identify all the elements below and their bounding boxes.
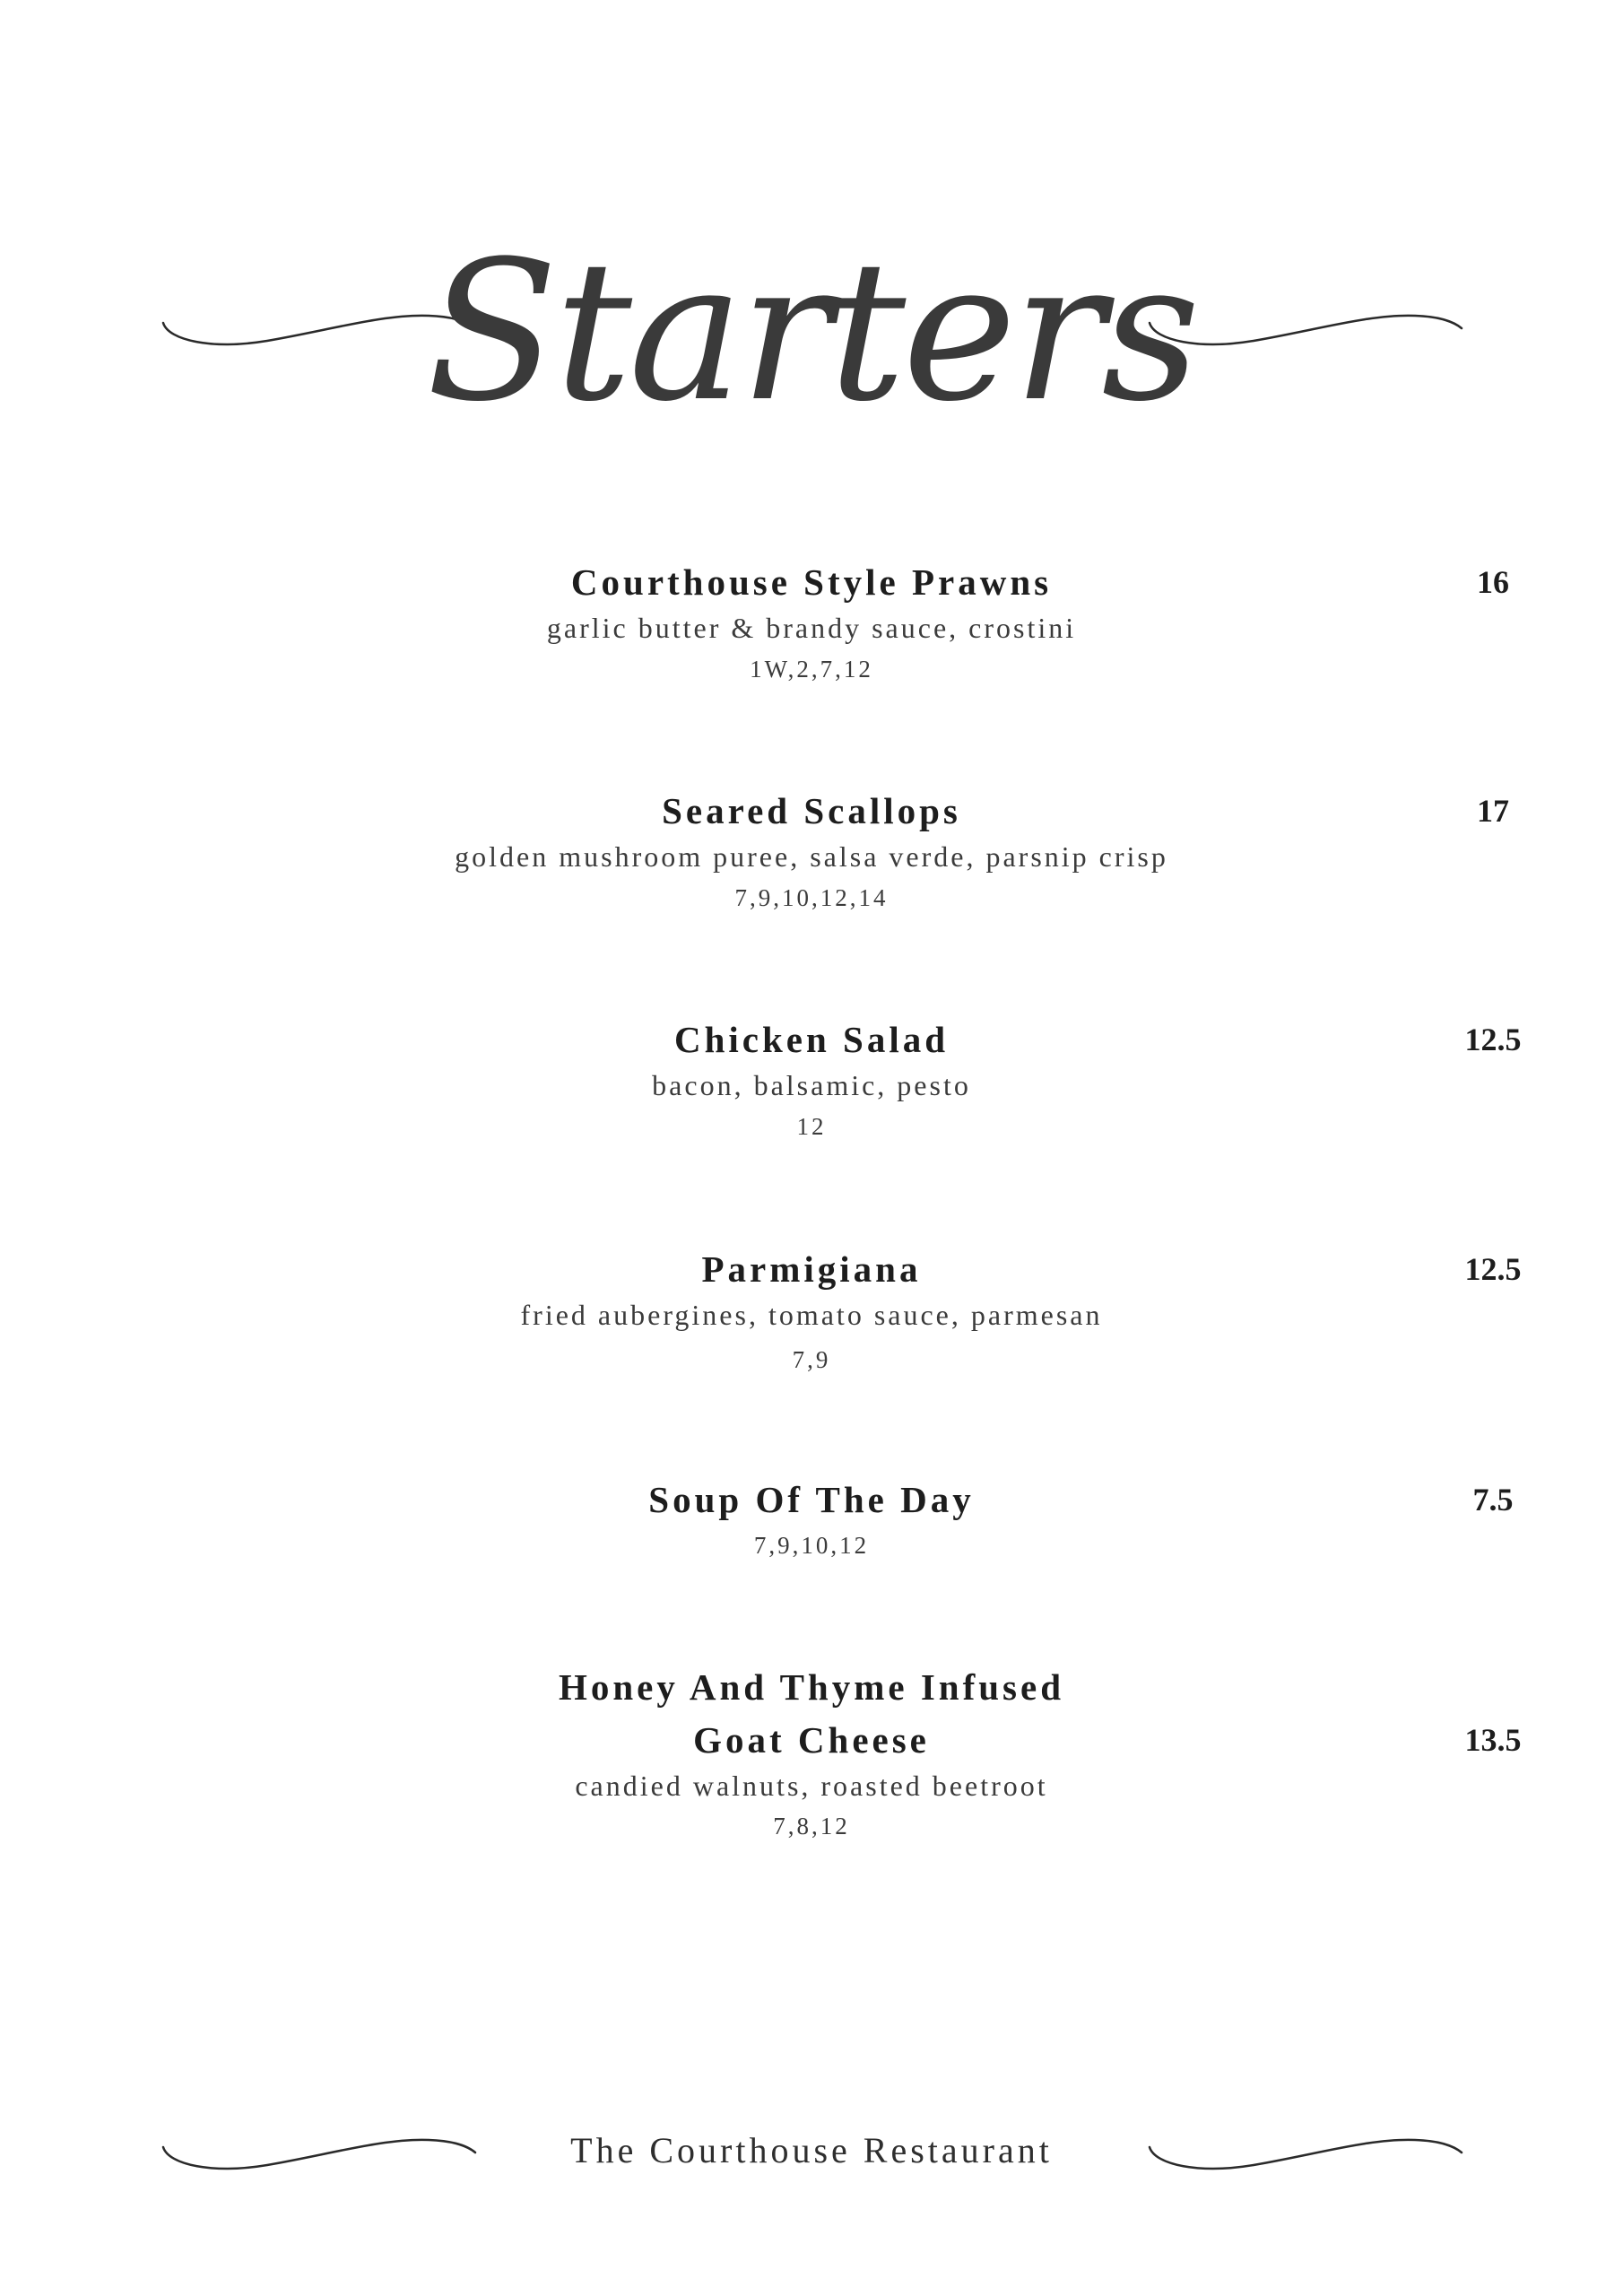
menu-item-description: golden mushroom puree, salsa verde, parsnip crisp: [455, 840, 1168, 873]
menu-item-description: bacon, balsamic, pesto: [652, 1069, 971, 1101]
menu-item-name: Courthouse Style Prawns: [570, 561, 1053, 603]
menu-item-name: Seared Scallops: [662, 790, 961, 831]
menu-item-price: 12.5: [1464, 1251, 1522, 1287]
menu-item-description: candied walnuts, roasted beetroot: [575, 1770, 1048, 1802]
menu-item-price: 12.5: [1464, 1022, 1522, 1057]
footer: [0, 2117, 1623, 2188]
menu-item-allergens: 7,9,10,12,14: [734, 884, 889, 911]
right-flourish-ornament: [1146, 305, 1469, 359]
menu-item-name-line-2: Goat Cheese: [693, 1719, 930, 1761]
menu-item-allergens: 7,9,10,12: [753, 1532, 870, 1559]
menu-item-price: 16: [1477, 564, 1509, 600]
menu-item-allergens: 7,8,12: [773, 1813, 850, 1839]
menu-header: [0, 197, 1623, 493]
menu-item-description: fried aubergines, tomato sauce, parmesan: [520, 1299, 1103, 1331]
menu-item-name-line-1: Honey And Thyme Infused: [558, 1666, 1065, 1708]
menu-item-allergens: 7,9: [792, 1346, 831, 1373]
menu-item-description: garlic butter & brandy sauce, crostini: [546, 612, 1077, 644]
menu-item-name: Parmigiana: [701, 1248, 922, 1290]
restaurant-name: The Courthouse Restaurant: [570, 2130, 1053, 2170]
right-flourish-ornament: [1146, 2129, 1469, 2183]
menu-item-allergens: 1W,2,7,12: [750, 656, 873, 683]
menu-item-price: 17: [1477, 793, 1509, 829]
menu-item-name: Soup Of The Day: [648, 1479, 975, 1520]
menu-item-name: Chicken Salad: [673, 1019, 950, 1060]
menu-item-price: 13.5: [1464, 1722, 1522, 1758]
menu-item-price: 7.5: [1472, 1482, 1514, 1518]
menu-item-allergens: 12: [796, 1113, 827, 1140]
page-title: Starters: [426, 219, 1197, 444]
